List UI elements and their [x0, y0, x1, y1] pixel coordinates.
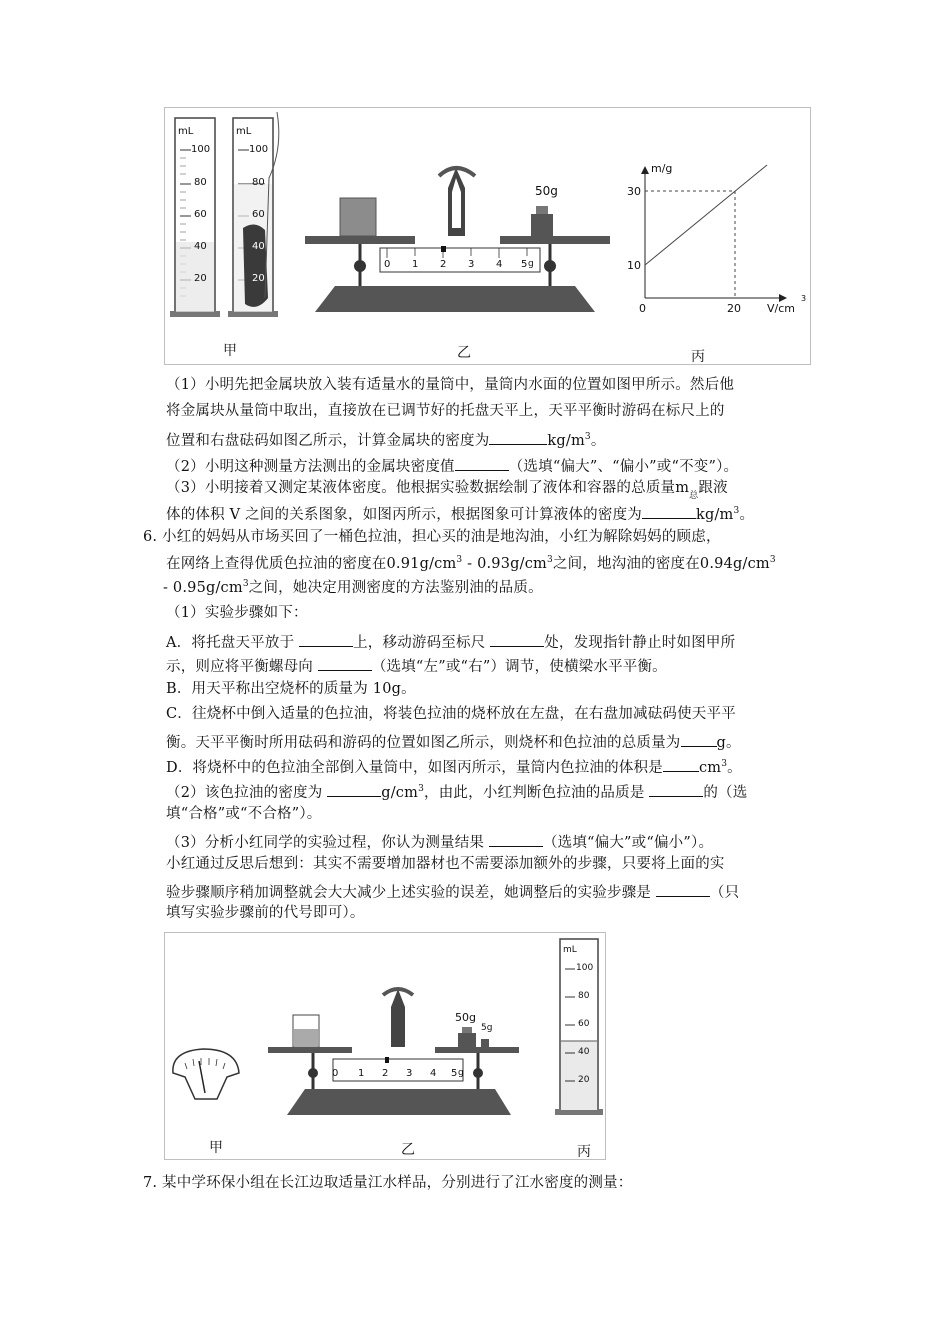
q7-line1: 7. 某中学环保小组在长江边取适量江水样品，分别进行了江水密度的测量：: [143, 1175, 633, 1191]
cylinder-tick: 20: [578, 1075, 590, 1085]
scale-tick: 4: [430, 1068, 437, 1079]
q6-line1: 6. 小红的妈妈从市场买回了一桶色拉油，担心买的油是地沟油，小红为解除妈妈的顾虑，: [143, 529, 721, 545]
q5-part1-line3: 位置和右盘砝码如图乙所示，计算金属块的密度为 $kg/m^3$。: [166, 432, 606, 449]
answer-blank[interactable]: [649, 782, 703, 797]
scale-tick: 4: [496, 259, 503, 270]
answer-blank[interactable]: [318, 656, 372, 671]
q5-part2: （2）小明这种测量方法测出的金属块密度值 （选填“偏大”、“偏小”或“不变”）。: [166, 456, 738, 475]
answer-blank[interactable]: [681, 732, 717, 747]
cylinder-tick: 80: [194, 177, 207, 188]
balance-yi: [305, 168, 610, 312]
cylinder-tick: 100: [249, 144, 269, 155]
weight-label-50g: 50g: [455, 1011, 476, 1024]
q5-part1-line1: （1）小明先把金属块放入装有适量水的量筒中，量筒内水面的位置如图甲所示。然后他: [166, 377, 735, 393]
cylinder-tick: 60: [578, 1019, 590, 1029]
graph-y-tick: 30: [627, 185, 641, 198]
scale-unit: g: [458, 1068, 464, 1078]
graph-bing: [641, 165, 787, 302]
graph-x-label-sup: 3: [801, 294, 807, 303]
q6-part2-line1: （2）该色拉油的密度为 $g/cm^3$，由此，小红判断色拉油的品质是 的（选: [166, 784, 748, 801]
answer-blank[interactable]: [663, 757, 699, 772]
graph-x-label: V/cm: [767, 302, 795, 315]
q6-part3-line2: 小红通过反思后想到：其实不需要增加器材也不需要添加额外的步骤，只要将上面的实: [166, 856, 725, 872]
scale-tick: 1: [358, 1068, 365, 1079]
cylinder-tick: 20: [194, 273, 207, 284]
cylinder-unit-label: mL: [178, 126, 194, 137]
q6-line3: - $0.95g/cm^3$之间，她决定用测密度的方法鉴别油的品质。: [163, 579, 543, 596]
cylinder-tick: 40: [578, 1047, 590, 1057]
scale-tick: 5: [521, 259, 528, 270]
q6-step-b: B．用天平称出空烧杯的质量为 10g。: [166, 681, 416, 697]
q6-step-d: D．将烧杯中的色拉油全部倒入量筒中，如图丙所示，量筒内色拉油的体积是 $cm^3$。: [166, 759, 742, 776]
caption-yi: 乙: [457, 345, 471, 361]
answer-blank[interactable]: [656, 882, 710, 897]
q6-line2: 在网络上查得优质色拉油的密度在$0.91g/cm^3 - 0.93g/cm^3$之间，地沟油的密度在$0.94g/cm^3$: [166, 555, 776, 572]
q6-step-c-line2: 衡。天平平衡时所用砝码和游码的位置如图乙所示，则烧杯和色拉油的总质量为 g。: [166, 732, 741, 751]
pointer-dial-jia: [173, 1049, 239, 1099]
q5-part3-line1: （3）小明接着又测定某液体密度。他根据实验数据绘制了液体和容器的总质量$m_总$跟液: [166, 480, 728, 501]
cylinder-tick: 100: [191, 144, 211, 155]
scale-tick: 2: [382, 1068, 389, 1079]
weight-label: 50g: [535, 184, 558, 198]
scale-tick: 0: [384, 259, 391, 270]
cylinder-tick: 100: [576, 963, 594, 973]
answer-blank[interactable]: [489, 430, 547, 445]
cylinder-unit-label: mL: [563, 945, 577, 955]
balance-yi-2: [268, 989, 519, 1115]
q5-part3-line2: 体的体积 V 之间的关系图象，如图丙所示，根据图象可计算液体的密度为 $kg/m^3$。: [166, 506, 755, 523]
answer-blank[interactable]: [489, 832, 543, 847]
figure-2: [164, 932, 606, 1160]
cylinder-tick: 40: [252, 241, 265, 252]
cylinder-tick: 60: [194, 209, 207, 220]
q6-part3-line1: （3）分析小红同学的实验过程，你认为测量结果 （选填“偏大”或“偏小”）。: [166, 832, 713, 851]
cylinder-unit-label: mL: [236, 126, 252, 137]
q6-step-c-line1: C．往烧杯中倒入适量的色拉油，将装色拉油的烧杯放在左盘，在右盘加减砝码使天平平: [166, 706, 736, 722]
cylinder-tick: 80: [578, 991, 590, 1001]
caption-yi: 乙: [401, 1142, 415, 1158]
graph-origin: 0: [639, 302, 646, 315]
answer-blank[interactable]: [327, 782, 381, 797]
scale-tick: 2: [440, 259, 447, 270]
caption-bing: 丙: [691, 349, 705, 365]
scale-tick: 0: [332, 1068, 339, 1079]
scale-tick: 5: [451, 1068, 458, 1079]
q6-part3-line4: 填写实验步骤前的代号即可）。: [166, 905, 365, 921]
caption-jia: 甲: [209, 1140, 223, 1156]
graph-y-tick: 10: [627, 259, 641, 272]
cylinder-tick: 80: [252, 177, 265, 188]
graph-x-tick: 20: [727, 302, 741, 315]
scale-unit: g: [528, 259, 534, 269]
graph-y-label: m/g: [651, 162, 673, 175]
scale-tick: 1: [412, 259, 419, 270]
q6-step-a-line1: A．将托盘天平放于 上，移动游码至标尺 处，发现指针静止时如图甲所: [166, 632, 735, 651]
cylinder-tick: 40: [194, 241, 207, 252]
answer-blank[interactable]: [299, 632, 353, 647]
scale-tick: 3: [406, 1068, 413, 1079]
q6-step-a-line2: 示，则应将平衡螺母向 （选填“左”或“右”）调节，使横梁水平平衡。: [166, 656, 667, 675]
q6-part2-line2: 填“合格”或“不合格”）。: [166, 806, 322, 822]
scale-tick: 3: [468, 259, 475, 270]
q6-line4: （1）实验步骤如下：: [166, 605, 308, 621]
q6-part3-line3: 验步骤顺序稍加调整就会大大减少上述实验的误差，她调整后的实验步骤是 （只: [166, 882, 739, 901]
answer-blank[interactable]: [642, 504, 696, 519]
answer-blank[interactable]: [455, 456, 509, 471]
weight-label-5g: 5g: [481, 1023, 493, 1033]
cylinder-tick: 60: [252, 209, 265, 220]
answer-blank[interactable]: [490, 632, 544, 647]
q5-part1-line2: 将金属块从量筒中取出，直接放在已调节好的托盘天平上，天平平衡时游码在标尺上的: [166, 403, 725, 419]
figure-1: [164, 107, 811, 365]
figure-2-drawing: [165, 933, 605, 1159]
caption-bing: 丙: [577, 1144, 591, 1160]
cylinder-tick: 20: [252, 273, 265, 284]
caption-jia: 甲: [223, 343, 237, 359]
